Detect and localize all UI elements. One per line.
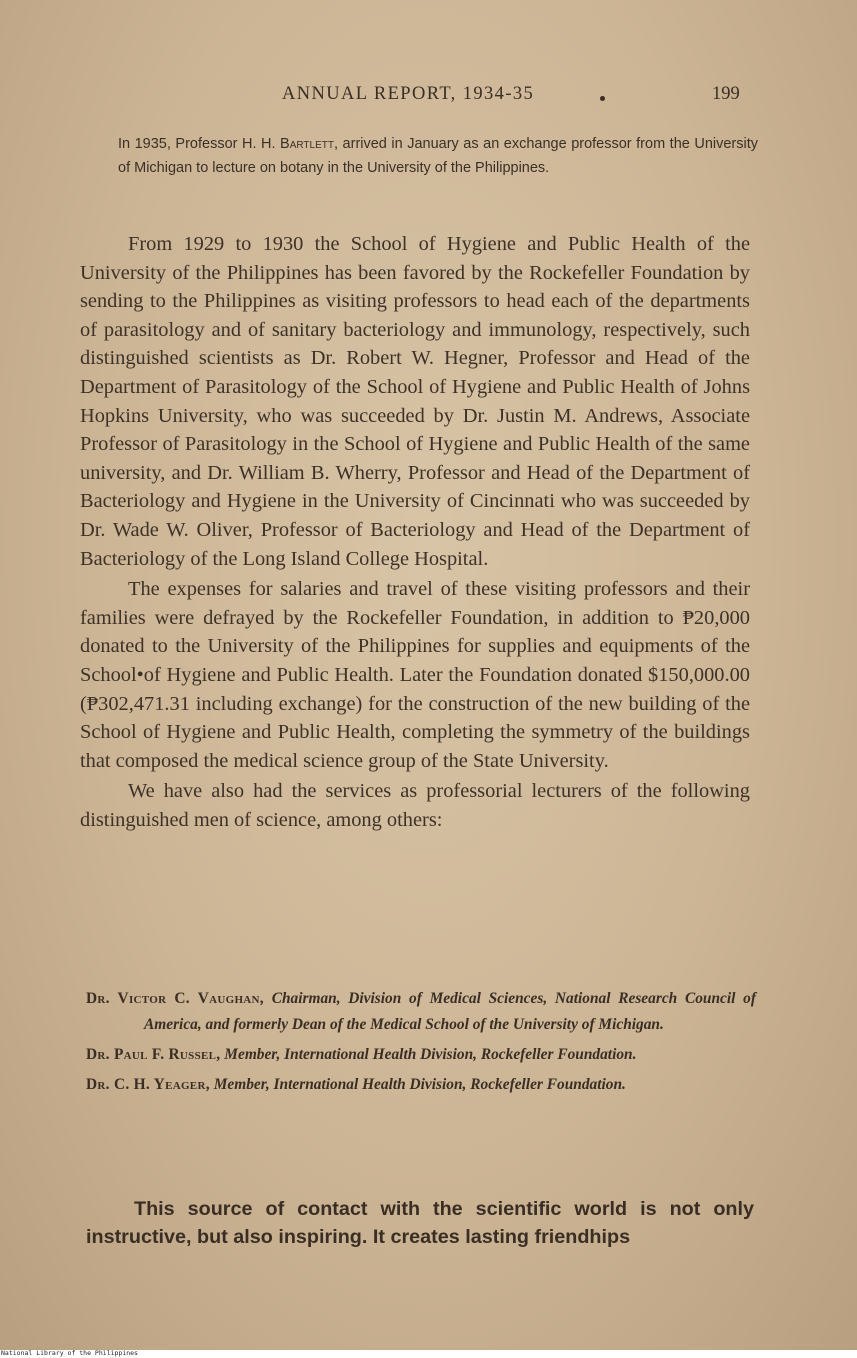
footer-bar: [0, 1350, 857, 1358]
note-rest: , arrived in January as an exchange professor from the University of Michigan to lecture on botany in the University of the Philippines.: [118, 136, 759, 176]
body-text: [80, 230, 750, 836]
note-name: Bartlett: [280, 136, 334, 152]
lecturer-list: [86, 986, 756, 1102]
paragraph-1: From 1929 to 1930 the School of Hygiene and Public Health of the University of the Philippines has been favored by the Rockefeller Foundation by sending to the Philippines as visiting professors to head each of the departments of parasitology and of sanitary bacteriology and immunology, respectively, such distinguished scientists as Dr. Robert W. Hegner, Professor and Head of the Department of Parasitology of the School of Hygiene and Public Health of Johns Hopkins University, who was succeeded by Dr. Justin M. Andrews, Associate Professor of Parasitology in the School of Hygiene and Public Health of the same university, and Dr. William B. Wherry, Professor and Head of the Department of Bacteriology and Hygiene in the University of Cincinnati who was succeeded by Dr. Wade W. Oliver, Professor of Bacteriology and Head of the Department of Bacteriology of the Long Island College Hospital.: [80, 233, 750, 570]
lecturer-role: Member, International Health Division, Rockefeller Foundation.: [213, 1076, 626, 1093]
footer-credit: National Library of the Philippines: [1, 1349, 138, 1357]
header-title: ANNUAL REPORT, 1934-35: [282, 84, 535, 104]
lecturer-role: Chairman, Division of Medical Sciences, National Research Council of America, and formerly Dean of the Medical School of the University of Michigan.: [144, 990, 756, 1033]
lecturer-item: [86, 1042, 756, 1068]
lecturer-name: Dr. C. H. Yeager,: [86, 1076, 210, 1093]
lecturer-item: [86, 986, 756, 1038]
lecturer-item: [86, 1072, 756, 1098]
paragraph-3: We have also had the services as professorial lecturers of the following distinguished men of science, among others:: [80, 780, 750, 831]
note-intro: In 1935, Professor H. H.: [118, 136, 276, 152]
lecturer-role: Member, International Health Division, Rockefeller Foundation.: [224, 1046, 637, 1063]
page-number: 199: [712, 84, 740, 104]
running-header: [0, 84, 857, 110]
ink-dot: [600, 96, 605, 101]
bartlett-note: [118, 132, 758, 180]
paragraph-2: The expenses for salaries and travel of these visiting professors and their families were defrayed by the Rockefeller Foundation, in addition to ₱20,000 donated to the University of the Philippines for supplies and equipments of the School•of Hygiene and Public Health. Later the Foundation donated $150,000.00 (₱302,471.31 including exchange) for the construction of the new building of the School of Hygiene and Public Health, completing the symmetry of the buildings that composed the medical science group of the State University.: [80, 578, 750, 772]
closing-paragraph: This source of contact with the scientific world is not only instructive, but also inspiring. It creates lasting friendhips: [86, 1198, 754, 1248]
lecturer-name: Dr. Paul F. Russel,: [86, 1046, 221, 1063]
lecturer-name: Dr. Victor C. Vaughan,: [86, 990, 264, 1007]
